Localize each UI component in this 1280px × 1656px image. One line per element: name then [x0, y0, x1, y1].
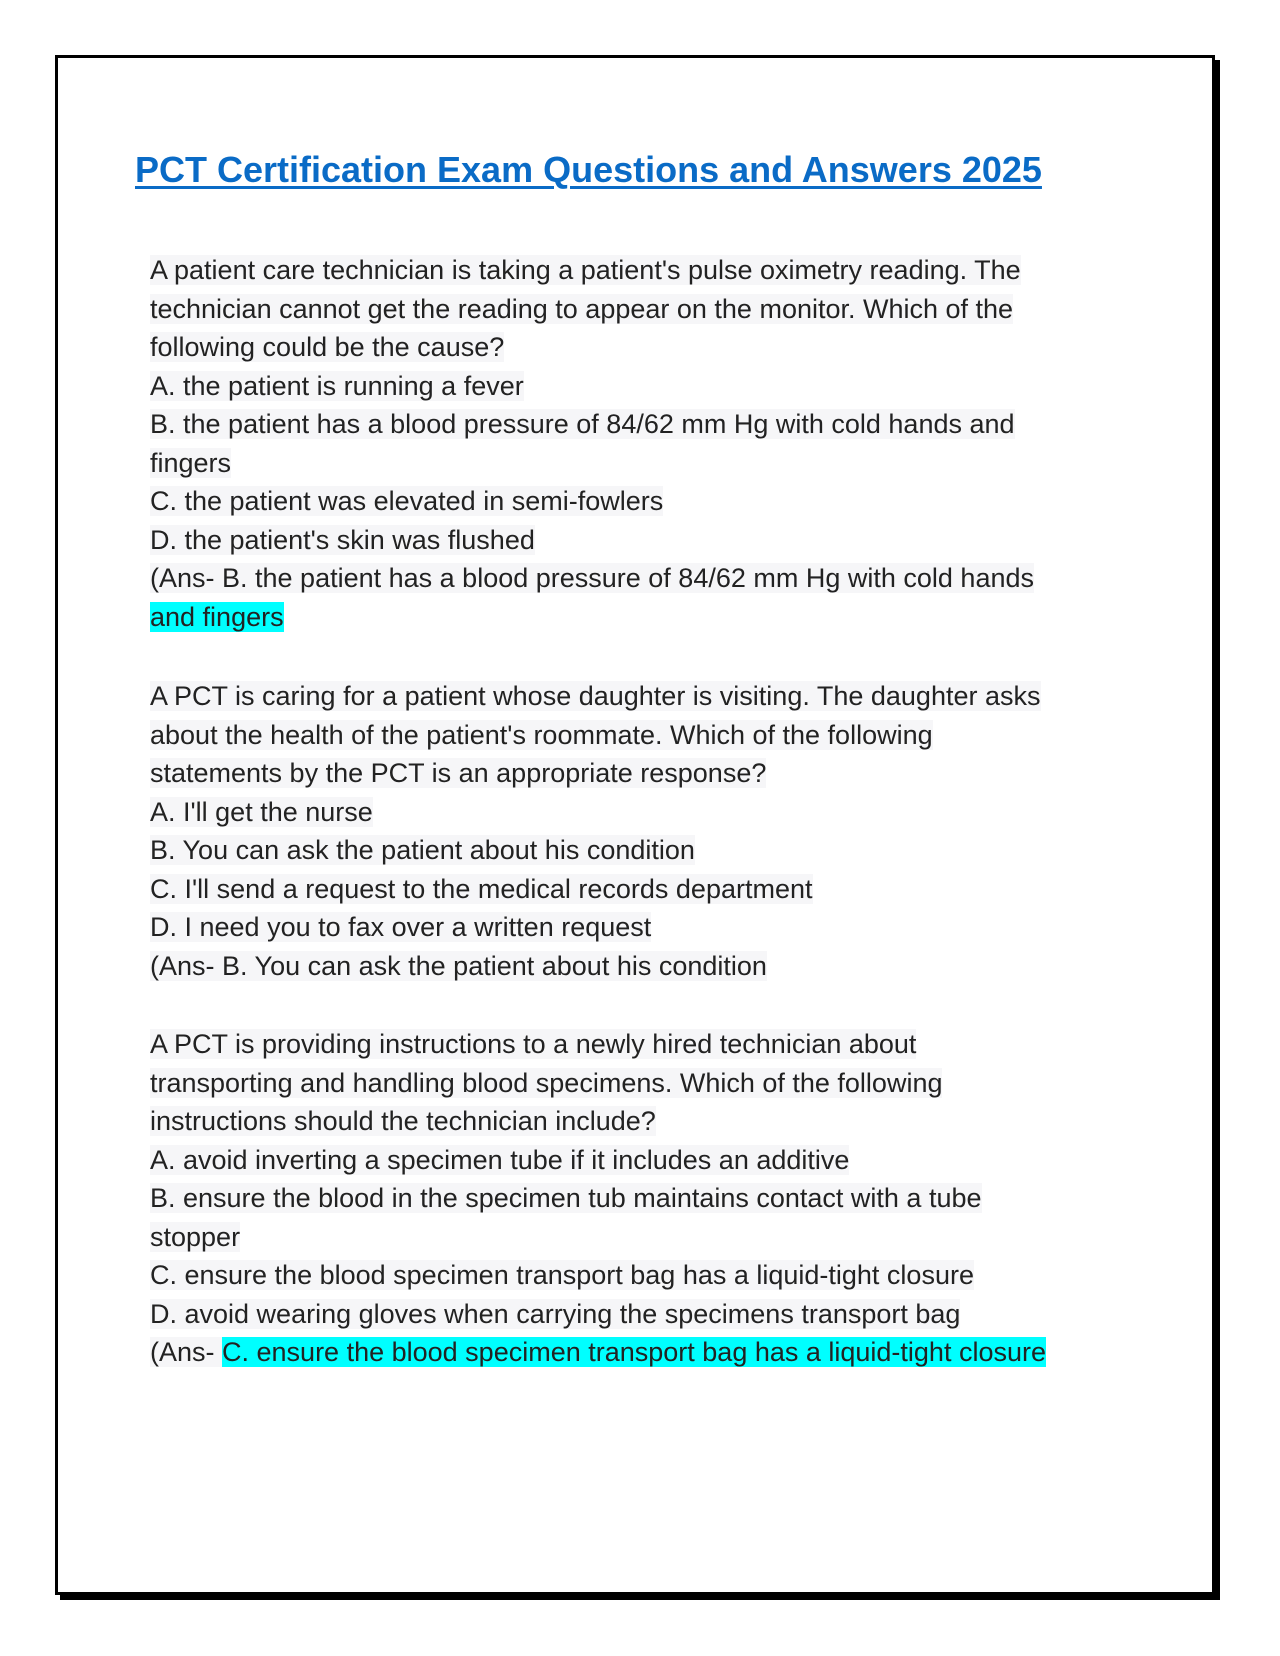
line-text: transporting and handling blood specimens. Which of the following	[150, 1067, 943, 1098]
option-b: B. You can ask the patient about his condition	[150, 835, 695, 865]
line-text: A PCT is caring for a patient whose daughter is visiting. The daughter asks	[150, 681, 1041, 711]
answer-line	[150, 1333, 1046, 1372]
option-line	[150, 1295, 1046, 1334]
answer-highlight: C. ensure the blood specimen transport bag has a liquid-tight closure	[222, 1337, 1046, 1367]
option-a: A. the patient is running a fever	[150, 370, 524, 401]
option-line	[150, 1218, 1046, 1257]
question-block-3	[150, 1025, 1046, 1372]
option-c: C. I'll send a request to the medical records department	[150, 873, 813, 904]
option-line	[150, 482, 1034, 521]
question-line	[150, 716, 1041, 755]
answer-text: (Ans- B. the patient has a blood pressure of 84/62 mm Hg with cold hands	[150, 563, 1034, 593]
option-d: D. the patient's skin was flushed	[150, 524, 535, 555]
question-line	[150, 251, 1034, 290]
option-line	[150, 367, 1034, 406]
option-line	[150, 1141, 1046, 1180]
question-block-2	[150, 677, 1041, 985]
question-block-1	[150, 251, 1034, 636]
option-line	[150, 1179, 1046, 1218]
question-line	[150, 677, 1041, 716]
option-d: D. avoid wearing gloves when carrying the specimens transport bag	[150, 1298, 961, 1329]
option-b-continued: stopper	[150, 1221, 241, 1252]
option-a: A. I'll get the nurse	[150, 796, 373, 827]
line-text: about the health of the patient's roommate. Which of the following	[150, 719, 933, 750]
answer-text: (Ans- B. You can ask the patient about his condition	[150, 950, 767, 981]
option-d: D. I need you to fax over a written request	[150, 912, 652, 942]
question-line	[150, 328, 1034, 367]
option-a: A. avoid inverting a specimen tube if it includes an additive	[150, 1144, 850, 1175]
question-line	[150, 290, 1034, 329]
question-line	[150, 1102, 1046, 1141]
option-line	[150, 1256, 1046, 1295]
line-text: following could be the cause?	[150, 332, 505, 362]
option-line	[150, 908, 1041, 947]
line-text: technician cannot get the reading to appear on the monitor. Which of the	[150, 293, 1014, 324]
line-text: statements by the PCT is an appropriate response?	[150, 758, 767, 788]
option-line	[150, 444, 1034, 483]
page-title: PCT Certification Exam Questions and Answers 2025	[135, 149, 1042, 190]
option-b-continued: fingers	[150, 447, 232, 478]
option-c: C. ensure the blood specimen transport bag has a liquid-tight closure	[150, 1260, 974, 1290]
answer-prefix: (Ans-	[150, 1337, 223, 1367]
option-c: C. the patient was elevated in semi-fowlers	[150, 486, 664, 516]
option-b: B. ensure the blood in the specimen tub maintains contact with a tube	[150, 1183, 982, 1213]
option-b: B. the patient has a blood pressure of 84/62 mm Hg with cold hands and	[150, 409, 1015, 439]
option-line	[150, 793, 1041, 832]
question-line	[150, 1025, 1046, 1064]
line-text: instructions should the technician include?	[150, 1106, 656, 1136]
line-text: A PCT is providing instructions to a newly hired technician about	[150, 1029, 917, 1059]
question-line	[150, 1064, 1046, 1103]
answer-line	[150, 598, 1034, 637]
line-text: A patient care technician is taking a patient's pulse oximetry reading. The	[150, 255, 1021, 285]
option-line	[150, 831, 1041, 870]
answer-line	[150, 559, 1034, 598]
option-line	[150, 870, 1041, 909]
answer-line	[150, 947, 1041, 986]
option-line	[150, 405, 1034, 444]
answer-highlight: and fingers	[150, 601, 284, 632]
option-line	[150, 521, 1034, 560]
question-line	[150, 754, 1041, 793]
